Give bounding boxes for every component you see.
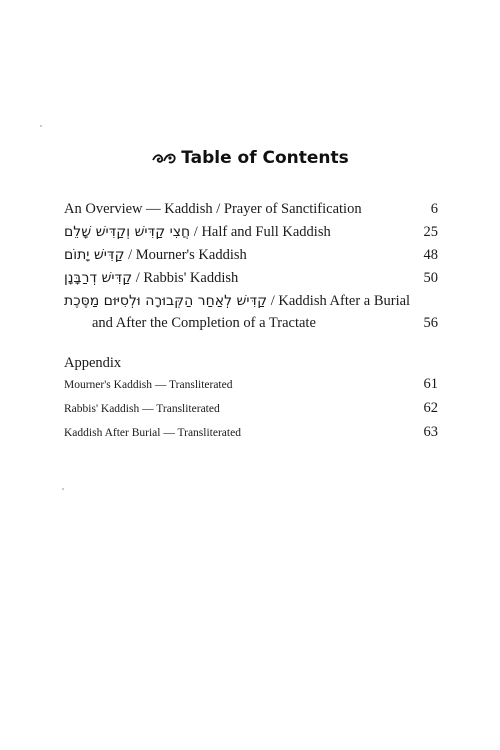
toc-entry-text <box>64 221 331 243</box>
toc-page-number: 6 <box>430 201 438 217</box>
paper-speck <box>62 488 64 490</box>
toc-entry-kaddish-after-burial[interactable] <box>64 290 438 312</box>
toc-entry-rabbis-kaddish[interactable] <box>64 267 438 289</box>
toc-entry-half-full-kaddish[interactable] <box>64 221 438 243</box>
toc-entry-label: An Overview — Kaddish / Prayer of Sanctification <box>64 201 362 217</box>
title-block <box>0 148 500 172</box>
toc-entry-label: / Rabbis' Kaddish <box>132 270 239 286</box>
toc-entry-hebrew: קַדִּישׁ יָתוֹם <box>64 247 125 263</box>
toc-page-number: 61 <box>423 376 438 392</box>
toc-entry-continuation[interactable] <box>64 312 438 334</box>
fleuron-ornament-icon <box>151 149 177 167</box>
appendix-item-label: Rabbis' Kaddish — Transliterated <box>64 403 220 415</box>
appendix-heading: Appendix <box>64 355 122 371</box>
toc-entry-text <box>64 244 247 266</box>
toc-page-number: 50 <box>423 270 438 286</box>
toc-entry-hebrew: קַדִּישׁ דְרַבָּנָן <box>64 270 133 286</box>
toc-entry-mourners-kaddish[interactable] <box>64 244 438 266</box>
toc-entry-text <box>64 267 238 289</box>
toc-entry-hebrew: חֲצִי קַדִּישׁ וְקַדִּישׁ שָׁלֵם <box>64 224 191 240</box>
toc-page-number: 56 <box>423 315 438 331</box>
toc-entry-hebrew: קַדִּישׁ לְאַחַר הַקְּבוּרָה וּלְסִיּוּם מַסֶּכֶת <box>64 293 268 309</box>
appendix-item-after-burial[interactable] <box>64 424 438 441</box>
appendix-item-label: Mourner's Kaddish — Transliterated <box>64 379 233 391</box>
paper-speck <box>40 125 42 127</box>
page-title-text: Table of Contents <box>181 148 349 168</box>
page-title <box>151 148 349 168</box>
toc-entry-label: / Half and Full Kaddish <box>190 224 331 240</box>
appendix-item-rabbis[interactable] <box>64 400 438 417</box>
toc-entry-label: / Mourner's Kaddish <box>124 247 247 263</box>
toc-page-number: 63 <box>423 424 438 440</box>
toc-page-number: 25 <box>423 224 438 240</box>
appendix-item-label: Kaddish After Burial — Transliterated <box>64 427 241 439</box>
toc-entry-label: / Kaddish After a Burial <box>267 293 411 309</box>
appendix-item-mourners[interactable] <box>64 376 438 393</box>
toc-entry-text <box>64 290 410 312</box>
toc-page-number: 62 <box>423 400 438 416</box>
toc-page-number: 48 <box>423 247 438 263</box>
toc-list <box>64 198 438 448</box>
toc-entry-overview[interactable] <box>64 198 438 220</box>
toc-entry-continuation-label: and After the Completion of a Tractate <box>92 315 316 331</box>
